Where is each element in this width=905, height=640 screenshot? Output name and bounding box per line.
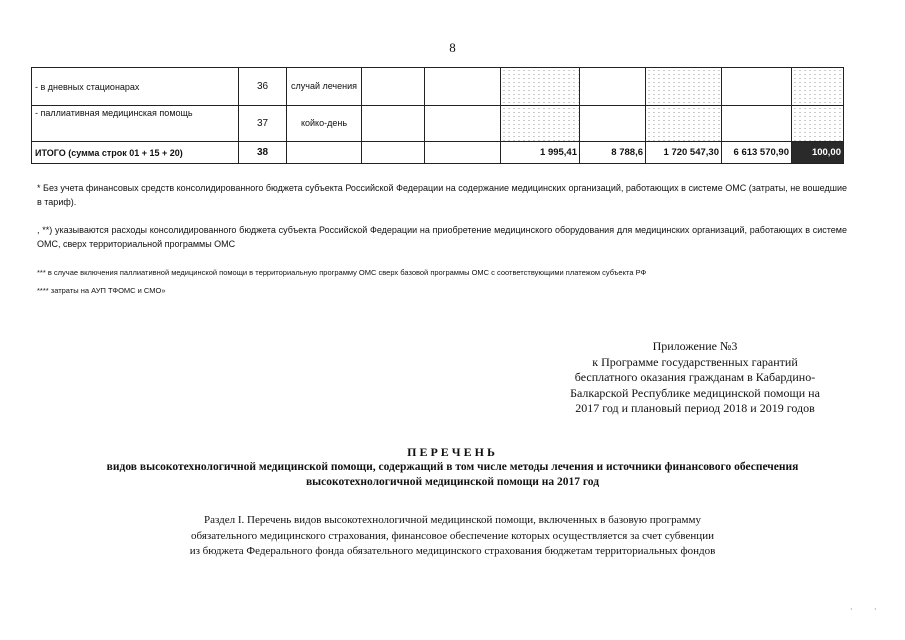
footnote-2: , **) указываются расходы консолидированного бюджета субъекта Российской Федерации на приобретение медицинского оборудования для медицинских организаций, работающих в системе ОМС, сверх территориальной программы ОМС: [37, 225, 847, 249]
table-row: [32, 68, 844, 106]
document-subtitle: [40, 460, 865, 490]
row-name: ИТОГО (сумма строк 01 + 15 + 20): [32, 142, 239, 164]
appendix-line: Балкарской Республике медицинской помощи на: [570, 385, 820, 400]
cell-v3: 1 720 547,30: [646, 142, 722, 164]
row-code: 38: [239, 142, 287, 164]
table-row-total: [32, 142, 844, 164]
cell-empty: [425, 68, 501, 106]
appendix-block: [540, 339, 850, 417]
row-unit: [287, 142, 362, 164]
cell-empty: [425, 106, 501, 142]
summary-table: [31, 67, 844, 164]
cell-v5: [792, 68, 844, 106]
cell-empty: [362, 68, 425, 106]
footnote-3: *** в случае включения паллиативной медицинской помощи в территориальную программу ОМС сверх базовой программы ОМС с соответствующими платежом субъекта РФ: [37, 268, 647, 277]
row-unit: койко-день: [287, 106, 362, 142]
cell-v3: [646, 68, 722, 106]
footnote-1: * Без учета финансовых средств консолидированного бюджета субъекта Российской Федерации на содержание медицинских организаций, работающих в системе ОМС (затраты, не вошедшие в тариф).: [37, 183, 847, 207]
scan-mark: ·: [850, 605, 853, 614]
appendix-line: 2017 год и плановый период 2018 и 2019 годов: [575, 401, 815, 415]
page-number: 8: [449, 40, 456, 55]
row-name: - паллиативная медицинская помощь: [32, 106, 239, 142]
cell-v3: [646, 106, 722, 142]
appendix-line: к Программе государственных гарантий: [592, 354, 798, 369]
section-heading: [120, 513, 785, 560]
scan-mark: ·: [874, 605, 877, 614]
section-line: из бюджета Федерального фонда обязательного медицинского страхования бюджетам территориальных фондов: [189, 545, 716, 557]
cell-v4: [722, 106, 792, 142]
document-title: ПЕРЕЧЕНЬ: [407, 445, 498, 459]
section-line: Раздел I. Перечень видов высокотехнологичной медицинской помощи, включенных в базовую программу: [204, 514, 701, 526]
cell-v1: [501, 68, 580, 106]
cell-v5: 100,00: [792, 142, 844, 164]
row-name: - в дневных стационарах: [32, 68, 239, 106]
cell-v2: [580, 106, 646, 142]
subtitle-line: видов высокотехнологичной медицинской помощи, содержащий в том числе методы лечения и источники финансового обеспечения: [106, 461, 799, 473]
appendix-line: Приложение №3: [652, 339, 738, 353]
cell-v4: [722, 68, 792, 106]
cell-empty: [362, 142, 425, 164]
cell-empty: [425, 142, 501, 164]
section-line: обязательного медицинского страхования, финансовое обеспечение которых осуществляется за счет субвенции: [191, 529, 714, 542]
appendix-line: бесплатного оказания гражданам в Кабардино-: [574, 370, 816, 384]
row-code: 37: [239, 106, 287, 142]
cell-v4: 6 613 570,90: [722, 142, 792, 164]
table-row: [32, 106, 844, 142]
subtitle-line: высокотехнологичной медицинской помощи на 2017 год: [305, 476, 600, 488]
cell-v1: 1 995,41: [501, 142, 580, 164]
cell-v2: [580, 68, 646, 106]
row-unit: случай лечения: [287, 68, 362, 106]
footnote-4: **** затраты на АУП ТФОМС и СМО»: [37, 286, 166, 295]
row-code: 36: [239, 68, 287, 106]
cell-v5: [792, 106, 844, 142]
cell-empty: [362, 106, 425, 142]
cell-v2: 8 788,6: [580, 142, 646, 164]
cell-v1: [501, 106, 580, 142]
